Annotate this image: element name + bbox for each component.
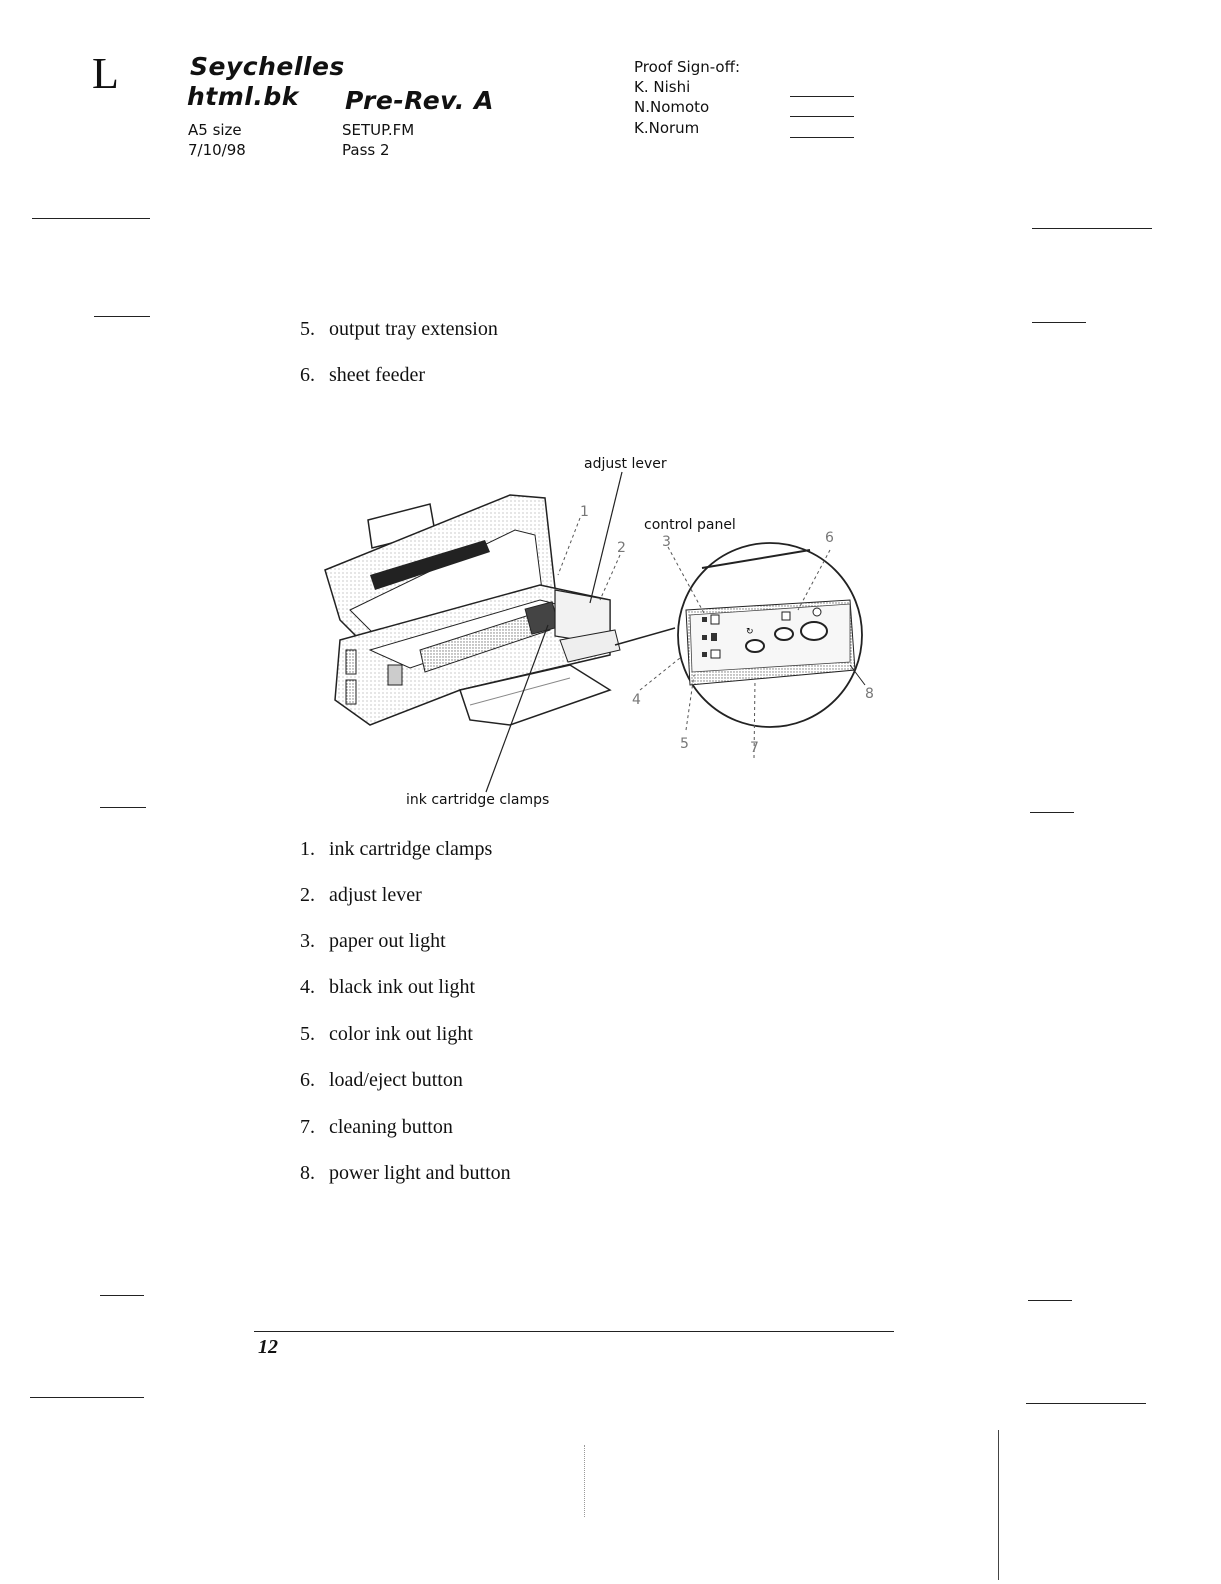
- svg-text:↻: ↻: [746, 627, 754, 637]
- callout-5: 5: [680, 736, 689, 752]
- signoff-line-3: [790, 137, 854, 138]
- crop-mark: [1026, 1403, 1146, 1404]
- list-item: 3. paper out light: [300, 930, 446, 952]
- crop-mark: [100, 1295, 144, 1296]
- signoff-line-2: [790, 116, 854, 117]
- footer-rule: [254, 1331, 894, 1332]
- book-file: html.bk: [187, 82, 299, 111]
- callout-1: 1: [580, 504, 589, 520]
- list-item: 5. color ink out light: [300, 1023, 473, 1045]
- crop-mark: [1032, 322, 1086, 323]
- label-adjust-lever: adjust lever: [584, 456, 667, 472]
- crop-mark: [94, 316, 150, 317]
- list-item: 5. output tray extension: [300, 318, 498, 340]
- crop-mark: [1032, 228, 1152, 229]
- callout-7: 7: [750, 740, 759, 756]
- list-item: 1. ink cartridge clamps: [300, 838, 493, 860]
- callout-3: 3: [662, 534, 671, 550]
- list-item: 7. cleaning button: [300, 1116, 453, 1138]
- label-control-panel: control panel: [644, 517, 736, 533]
- callout-2: 2: [617, 540, 626, 556]
- signoff-line-1: [790, 96, 854, 97]
- page-number: 12: [258, 1336, 278, 1358]
- list-item: 2. adjust lever: [300, 884, 422, 906]
- corner-letter: L: [92, 49, 119, 98]
- printer-figure: [310, 440, 900, 820]
- crop-mark: [32, 218, 150, 219]
- date-label: 7/10/98: [188, 141, 246, 159]
- signer-1: K. Nishi: [634, 78, 691, 96]
- file-label: SETUP.FM: [342, 121, 415, 139]
- label-ink-cartridge-clamps: ink cartridge clamps: [406, 792, 550, 808]
- size-label: A5 size: [188, 121, 242, 139]
- callout-8: 8: [865, 686, 874, 702]
- list-item: 6. sheet feeder: [300, 364, 426, 386]
- pass-label: Pass 2: [342, 141, 390, 159]
- crop-mark: [30, 1397, 144, 1398]
- book-title: Seychelles: [190, 52, 345, 81]
- callout-6: 6: [825, 530, 834, 546]
- center-mark: [584, 1445, 585, 1517]
- crop-mark: [100, 807, 146, 808]
- crop-mark-vertical: [998, 1430, 999, 1580]
- list-item: 4. black ink out light: [300, 976, 476, 998]
- callout-4: 4: [632, 692, 641, 708]
- list-item: 6. load/eject button: [300, 1069, 463, 1091]
- printer-illustration: [310, 440, 900, 820]
- proof-title: Proof Sign-off:: [634, 58, 740, 76]
- crop-mark: [1028, 1300, 1072, 1301]
- signer-3: K.Norum: [634, 119, 700, 137]
- signer-2: N.Nomoto: [634, 98, 710, 116]
- crop-mark: [1030, 812, 1074, 813]
- revision-label: Pre-Rev. A: [345, 86, 494, 115]
- list-item: 8. power light and button: [300, 1162, 511, 1184]
